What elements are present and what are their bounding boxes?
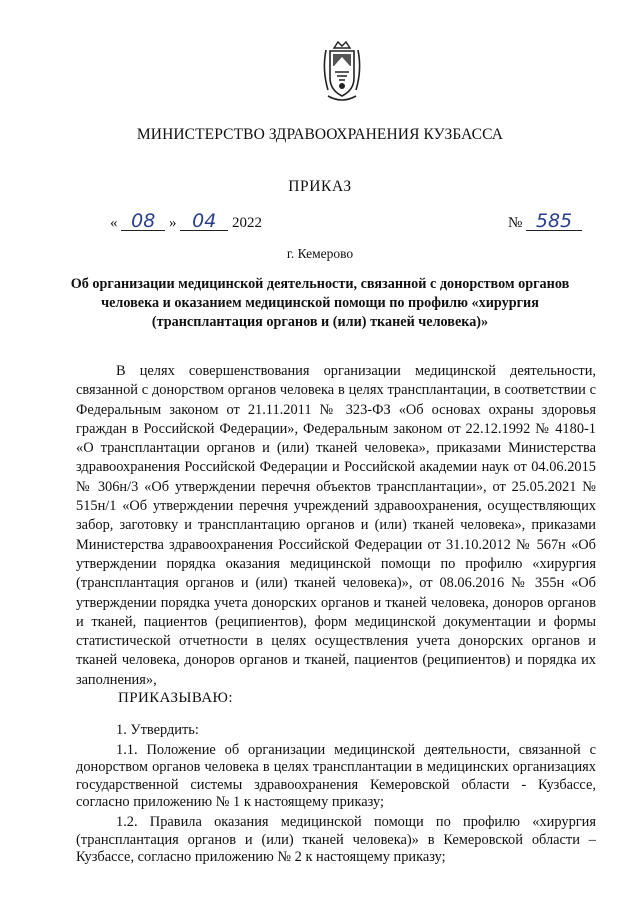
document-title: Об организации медицинской деятельности, связанной с донорством органов человека и оказанием медицинской помощи по профилю «хирургия (трансплантация органов и (или) тканей человека)» [70,276,570,330]
date-year: 2022 [232,215,262,231]
order-item: 1.1. Положение об организации медицинской деятельности, связанной с донорством органов человека в целях трансплантации в медицинских организациях государственной системы здравоохранения Кемеровской области - Кузбассе, согласно приложению № 1 к настоящему приказу; [76,741,596,811]
date-open-quote: « [110,215,118,231]
city: г. Кемерово [286,246,354,261]
preamble [76,362,596,690]
order-items [76,722,596,869]
order-number [508,212,582,232]
order-word: ПРИКАЗЫВАЮ: [118,690,233,706]
date-close-quote: » [169,215,177,231]
order-item: 1.2. Правила оказания медицинской помощи по профилю «хирургия (трансплантация органов и (или) тканей человека)» в Кемеровской области – Кузбассе, согласно приложению № 2 к настоящему приказу; [76,813,596,866]
number-label: № [507,215,523,231]
number-value: 585 [526,212,582,231]
preamble-paragraph: В целях совершенствования организации медицинской деятельности, связанной с донорством органов человека в целях трансплантации, в соответствии с Федеральным законом от 21.11.2011 № 323-ФЗ «Об основах охраны здоровья граждан в Российской Федерации», Федеральным законом от 22.12.1992 № 4180-1 «О трансплантации органов и (или) тканей человека», приказами Министерства здравоохранения Российской Федерации и Российской академии наук от 04.06.2015 № 306н/3 «Об утверждении перечня объектов трансплантации», от 25.05.2021 № 515н/1 «Об утверждении перечня учреждений здравоохранения, осуществляющих забор, заготовку и трансплантацию органов и (или) тканей человека», приказами Министерства здравоохранения Российской Федерации от 31.10.2012 № 567н «Об утверждении порядка оказания медицинской помощи по профилю «хирургия (трансплантация органов и (или) тканей человека)», от 08.06.2016 № 355н «Об утверждении порядка учета донорских органов и тканей человека, доноров органов и тканей, пациентов (реципиентов), форм медицинской документации и формы статистической отчетности в целях осуществления учета донорских органов и тканей человека, доноров органов и тканей, пациентов (реципиентов) и порядка их заполнения», [76,363,596,688]
date-month: 04 [180,212,228,231]
kuzbass-coat-of-arms-icon [320,40,364,106]
order-item: 1. Утвердить: [116,722,199,738]
order-date [110,212,262,232]
date-day: 08 [121,212,165,231]
document-type: ПРИКАЗ [288,178,352,195]
ministry-name: МИНИСТЕРСТВО ЗДРАВООХРАНЕНИЯ КУЗБАССА [136,126,504,143]
